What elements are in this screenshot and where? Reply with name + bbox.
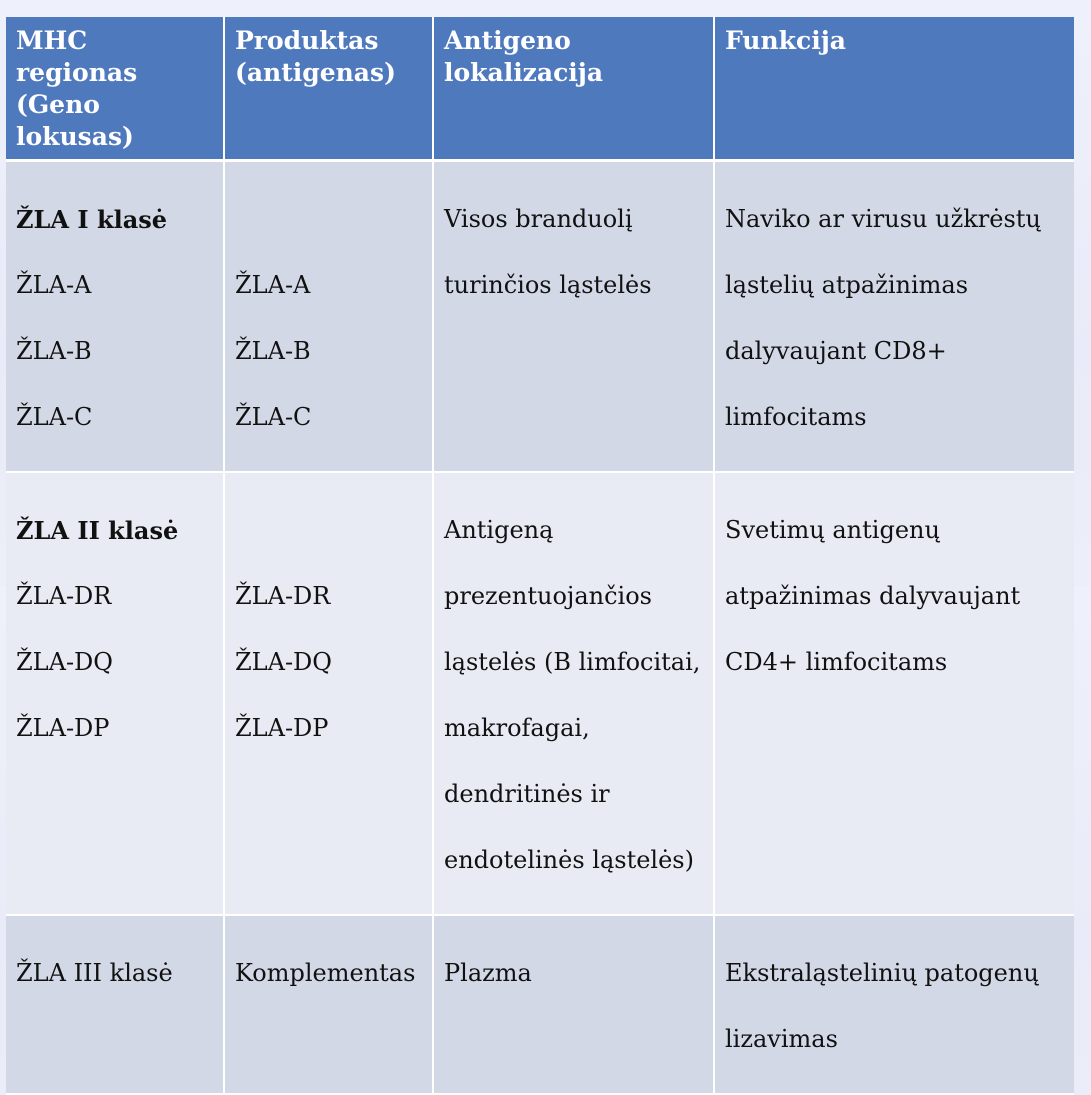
product-item: ŽLA-DR [235, 582, 331, 610]
header-text: MHC regionas [16, 26, 138, 87]
header-function [714, 17, 1074, 161]
mhc-table-container [6, 17, 1074, 1053]
product-item: ŽLA-A [235, 271, 311, 299]
table-row [6, 161, 1074, 473]
mhc-table [6, 17, 1074, 1095]
region-item: ŽLA-DQ [16, 648, 113, 676]
cell-localization [433, 161, 714, 473]
product-item: ŽLA-DP [235, 714, 329, 742]
product-item: ŽLA-B [235, 337, 311, 365]
cell-region [6, 472, 224, 915]
region-title: ŽLA II klasė [16, 516, 179, 545]
localization-line: makrofagai, [444, 714, 590, 742]
cell-product [224, 915, 433, 1094]
function-line: Svetimų antigenų [725, 516, 940, 544]
header-localization [433, 17, 714, 161]
localization-line: ląstelės (B limfocitai, [444, 648, 701, 676]
cell-localization [433, 472, 714, 915]
function-line: atpažinimas dalyvaujant [725, 582, 1021, 610]
product-item: ŽLA-DQ [235, 648, 332, 676]
cell-function [714, 915, 1074, 1094]
header-text: lokalizacija [444, 58, 604, 87]
function-line: lizavimas [725, 1025, 838, 1053]
function-line: Ekstraląstelinių patogenų [725, 959, 1039, 987]
table-row [6, 915, 1074, 1094]
header-text: (antigenas) [235, 58, 396, 87]
localization-line: Plazma [444, 959, 532, 987]
header-text: (Geno lokusas) [16, 90, 134, 151]
region-item: ŽLA-C [16, 403, 93, 431]
function-line: ląstelių atpažinimas [725, 271, 969, 299]
region-item: ŽLA-B [16, 337, 92, 365]
table-row [6, 472, 1074, 915]
header-row [6, 17, 1074, 161]
region-item: ŽLA-DP [16, 714, 110, 742]
cell-function [714, 472, 1074, 915]
region-item: ŽLA-A [16, 271, 92, 299]
header-text: Produktas [235, 26, 379, 55]
region-title: ŽLA III klasė [16, 959, 173, 987]
cell-product [224, 472, 433, 915]
header-text: Antigeno [444, 26, 571, 55]
cell-function [714, 161, 1074, 473]
localization-line: prezentuojančios [444, 582, 652, 610]
localization-line: dendritinės ir [444, 780, 610, 808]
product-item: Komplementas [235, 959, 416, 987]
function-line: CD4+ limfocitams [725, 648, 948, 676]
header-product [224, 17, 433, 161]
cell-region [6, 161, 224, 473]
header-mhc-region [6, 17, 224, 161]
localization-line: turinčios ląstelės [444, 271, 652, 299]
cell-region [6, 915, 224, 1094]
cell-localization [433, 915, 714, 1094]
product-item: ŽLA-C [235, 403, 312, 431]
cell-product [224, 161, 433, 473]
function-line: Naviko ar virusu užkrėstų [725, 205, 1041, 233]
region-item: ŽLA-DR [16, 582, 112, 610]
localization-line: endotelinės ląstelės) [444, 846, 694, 874]
localization-line: Antigeną [444, 516, 554, 544]
function-line: dalyvaujant CD8+ [725, 337, 947, 365]
header-text: Funkcija [725, 26, 846, 55]
region-title: ŽLA I klasė [16, 205, 168, 234]
function-line: limfocitams [725, 403, 867, 431]
localization-line: Visos branduolį [444, 205, 633, 233]
